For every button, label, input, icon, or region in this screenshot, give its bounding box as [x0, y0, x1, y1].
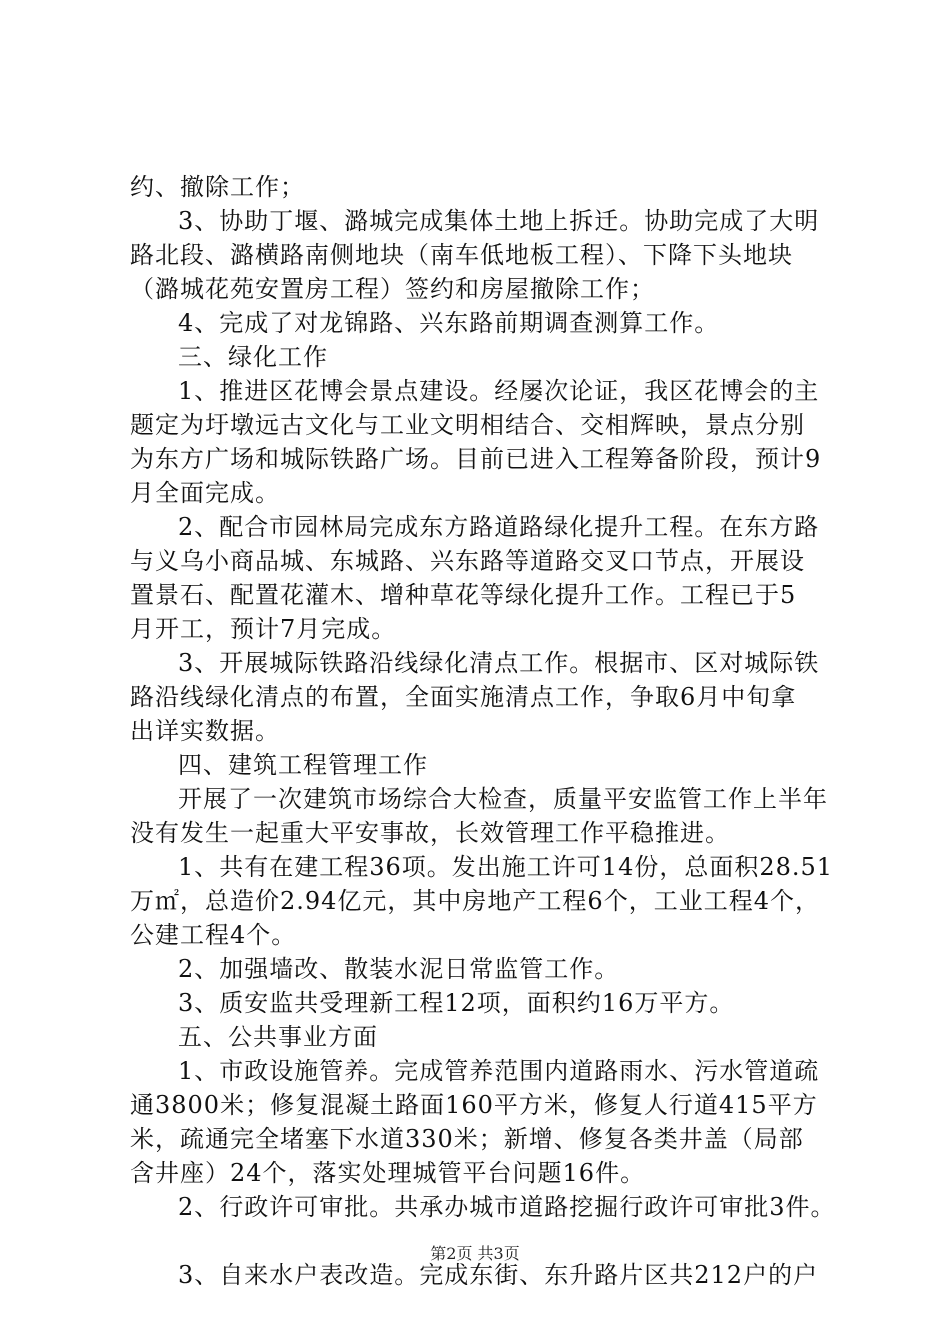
- body-line: 2、加强墙改、散装水泥日常监管工作。: [178, 955, 620, 983]
- document-body: [130, 170, 840, 1292]
- body-line: 3、质安监共受理新工程12项，面积约16万平方。: [178, 989, 735, 1017]
- body-line: 路北段、潞横路南侧地块（南车低地板工程）、下降下头地块: [130, 241, 793, 269]
- body-line: 出详实数据。: [130, 717, 280, 745]
- body-line: 1、共有在建工程36项。发出施工许可14份，总面积28.51: [178, 853, 834, 881]
- body-line: 月开工，预计7月完成。: [130, 615, 397, 643]
- body-line: 通3800米；修复混凝土路面160平方米，修复人行道415平方: [130, 1091, 818, 1119]
- body-line: 题定为圩墩远古文化与工业文明相结合、交相辉映，景点分别: [130, 411, 805, 439]
- body-line: 月全面完成。: [130, 479, 280, 507]
- body-line: 1、推进区花博会景点建设。经屡次论证，我区花博会的主: [178, 377, 820, 405]
- body-line: 4、完成了对龙锦路、兴东路前期调查测算工作。: [178, 309, 720, 337]
- body-line: 置景石、配置花灌木、增种草花等绿化提升工作。工程已于5: [130, 581, 797, 609]
- body-line: 3、开展城际铁路沿线绿化清点工作。根据市、区对城际铁: [178, 649, 820, 677]
- body-line: 含井座）24个，落实处理城管平台问题16件。: [130, 1159, 646, 1187]
- body-line: 米，疏通完全堵塞下水道330米；新增、修复各类井盖（局部: [130, 1125, 804, 1153]
- body-line: 公建工程4个。: [130, 921, 297, 949]
- body-line: 2、配合市园林局完成东方路道路绿化提升工程。在东方路: [178, 513, 820, 541]
- body-line: 没有发生一起重大平安事故，长效管理工作平稳推进。: [130, 819, 730, 847]
- section-heading: 五、公共事业方面: [178, 1023, 378, 1051]
- body-line: 约、撤除工作；: [130, 173, 305, 201]
- section-heading: 三、绿化工作: [178, 343, 328, 371]
- body-line: 3、协助丁堰、潞城完成集体土地上拆迁。协助完成了大明: [178, 207, 820, 235]
- body-line: 开展了一次建筑市场综合大检查，质量平安监管工作上半年: [178, 785, 828, 813]
- body-line: 路沿线绿化清点的布置，全面实施清点工作，争取6月中旬拿: [130, 683, 797, 711]
- body-line: 1、市政设施管养。完成管养范围内道路雨水、污水管道疏: [178, 1057, 820, 1085]
- section-heading: 四、建筑工程管理工作: [178, 751, 428, 779]
- body-line: 万㎡，总造价2.94亿元，其中房地产工程6个，工业工程4个，: [130, 887, 820, 915]
- body-line: 与义乌小商品城、东城路、兴东路等道路交叉口节点，开展设: [130, 547, 805, 575]
- body-line: 2、行政许可审批。共承办城市道路挖掘行政许可审批3件。: [178, 1193, 836, 1221]
- body-line: （潞城花苑安置房工程）签约和房屋撤除工作；: [130, 275, 655, 303]
- body-line: 为东方广场和城际铁路广场。目前已进入工程筹备阶段，预计9: [130, 445, 822, 473]
- body-line: 3、自来水户表改造。完成东街、东升路片区共212户的户: [178, 1261, 819, 1289]
- page-number-footer: 第2页 共3页: [430, 1244, 520, 1263]
